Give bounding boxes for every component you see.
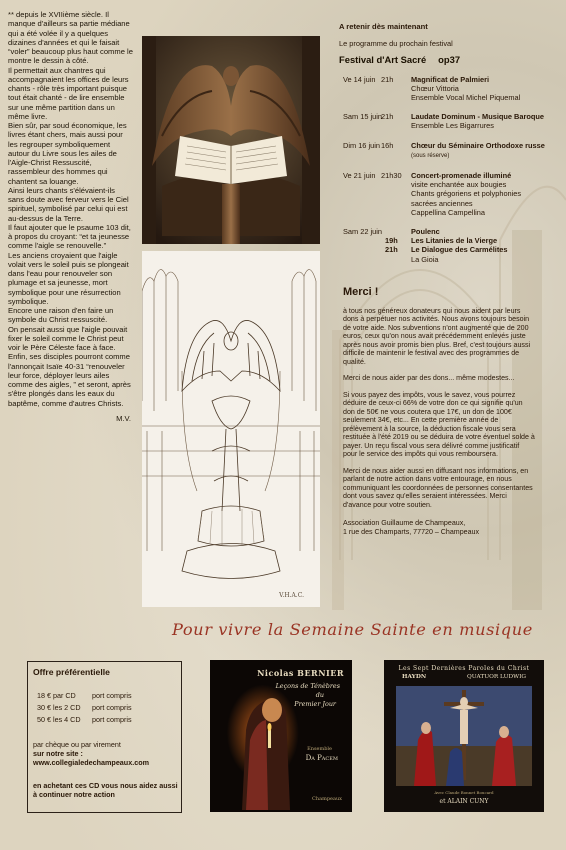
price: 50 € les 4 CD: [37, 715, 81, 724]
merci-paragraph: à tous nos généreux donateurs qui nous aident par leurs dons à perpétuer nos activités. Nous avons toujours besoin de votre aide. Nos subventions n'ont augmenté que de 200 euros, ceux qu'on nous avait précédemment enlevés juste après nous avoir promis bien plus. Bref, c'est toujours aussi difficile de maintenir le festival avec des programmes de qualité.: [343, 306, 531, 366]
event-line: visite enchantée aux bougies: [411, 180, 507, 190]
price-note: port compris: [92, 691, 132, 700]
cd1-work: du: [315, 691, 324, 699]
event-time: 21h: [385, 245, 398, 255]
event-title-text: Chœur du Séminaire Orthodoxe russe: [411, 140, 545, 150]
left-paragraph: Ainsi leurs chants s'élévaient-ils sans doute avec ferveur vers le Ciel spirituel, symbolisé par celui qui est au-dessus de la Terre.: [8, 185, 129, 223]
site-label: sur notre site :: [33, 749, 83, 758]
article-signature: M.V.: [116, 413, 131, 423]
festival-event: [339, 112, 549, 130]
event-date: Dim 16 juin: [343, 140, 380, 150]
festival-event: [339, 227, 549, 264]
cd1-work: Premier Jour: [294, 700, 336, 708]
event-subtitle: Les Litanies de la Vierge: [411, 236, 498, 246]
cd1-ensemble: Da Pacem: [305, 754, 338, 762]
address-line: Association Guillaume de Champeaux,: [343, 519, 466, 527]
lectern-eagle-photo: [142, 36, 320, 244]
left-paragraph: Il permettait aux chantres qui accompagnaient les offices de leurs chants - rôle très important puisque tout était chanté - de lire ensemble sur une même partition dans un même livre.: [8, 65, 129, 121]
event-note: (sous réserve): [411, 152, 450, 159]
event-line: Chœur Vittoria: [411, 83, 459, 93]
event-title: Magnificat de Palmieri: [411, 74, 490, 84]
cd-cover-bernier: [210, 660, 352, 812]
merci-title: Merci !: [343, 286, 379, 298]
event-line: Cappellina Campellina: [411, 207, 485, 217]
cd2-performer: QUATUOR LUDWIG: [467, 674, 526, 680]
event-date: Ve 21 juin: [343, 171, 376, 181]
festival-name: Festival d'Art Sacré: [339, 54, 427, 66]
event-date: Sam 15 juin: [343, 112, 383, 122]
cd1-composer: Nicolas BERNIER: [257, 668, 344, 678]
association-address: [343, 519, 535, 536]
festival-event: [339, 75, 549, 103]
price-note: port compris: [92, 703, 132, 712]
price-row: [37, 715, 181, 727]
merci-section: [339, 288, 535, 544]
event-line: Ensemble Vocal Michel Piquemal: [411, 93, 521, 103]
event-line: La Gioia: [411, 254, 439, 264]
event-time: 19h: [385, 236, 398, 246]
event-time: 21h: [381, 112, 394, 122]
support-message: en achetant ces CD vous nous aidez aussi à continuer notre action: [33, 781, 178, 799]
left-paragraph: Enfin, ses disciples pourront comme l'annonçait Isaïe 40-31 “renouveler leur force, déployer leurs ailes comme des aigles, ” et seront, après s'être plongés dans les eaux du baptême, comme d'autres Christs.: [8, 352, 131, 408]
event-time: 16h: [381, 140, 394, 150]
price: 18 € par CD: [37, 691, 76, 700]
event-title: Laudate Dominum - Musique Baroque: [411, 112, 545, 122]
event-line: Chants grégoriens et polyphonies sacrées anciennes: [411, 189, 522, 208]
website-link[interactable]: www.collegialedechampeaux.com: [33, 758, 149, 767]
cd2-reader-label: Avec Claude Bonnet Boucard: [434, 790, 494, 795]
event-title: Concert-promenade illuminé: [411, 171, 512, 181]
left-article-column: [8, 10, 133, 423]
event-subtitle: Le Dialogue des Carmélites: [411, 245, 508, 255]
festival-event: [339, 141, 549, 161]
holy-week-title: Pour vivre la Semaine Sainte en musique: [172, 620, 533, 639]
left-paragraph: On pensait aussi que l'aigle pouvait fixer le soleil comme le Christ peut voir le Père Céleste face à face.: [8, 324, 128, 352]
cd1-ensemble-label: Ensemble: [307, 746, 332, 752]
cd1-label: Champeaux: [312, 796, 342, 802]
left-paragraph: Encore une raison d'en faire un symbole du Christ ressuscité.: [8, 306, 114, 325]
event-title: [411, 141, 549, 161]
cd-offer-box: [27, 661, 182, 813]
event-date: Ve 14 juin: [343, 74, 376, 84]
offer-heading: Offre préférentielle: [33, 667, 110, 677]
festival-heading: A retenir dès maintenant: [339, 22, 428, 31]
left-paragraph: Les anciens croyaient que l'aigle volait vers le soleil puis se plongeait dans l'eau pour renouveler son plumage et sa jeunesse, mort symbolique pour une résurrection symbolique.: [8, 250, 129, 306]
left-paragraph: ** depuis le XVIIième siècle. Il manque d'ailleurs sa partie médiane qui a été volée il y a quelques dizaines d'années et qui le faisait “voler” beaucoup plus haut comme le montre le dessin à côté.: [8, 10, 133, 66]
price-note: port compris: [92, 715, 132, 724]
festival-subheading: Le programme du prochain festival: [339, 39, 453, 49]
festival-event: [339, 171, 549, 217]
event-date: Sam 22 juin: [343, 227, 383, 237]
cd2-composer: HAYDN: [402, 674, 427, 680]
festival-op: op37: [438, 54, 461, 66]
cd2-reader: et ALAIN CUNY: [439, 798, 489, 805]
cd2-title: Les Sept Dernières Paroles du Christ: [398, 665, 530, 672]
eagle-lectern-sketch: [142, 251, 320, 607]
merci-paragraph: Merci de nous aider par des dons... même modestes...: [343, 374, 515, 382]
festival-programme: [339, 22, 549, 280]
event-time: 21h: [381, 74, 394, 84]
price: 30 € les 2 CD: [37, 703, 81, 712]
left-paragraph: Bien sûr, par soud économique, les livres étant chers, mais aussi pour les regrouper symboliquement autour du Livre sous les ailes de l'Aigle-Christ Ressuscité, rassembleur des hommes qui chantent sa louange.: [8, 121, 127, 186]
sketch-signature: V.H.A.C.: [279, 592, 304, 599]
event-line: Ensemble Les Bigarrures: [411, 121, 494, 131]
price-row: [37, 691, 181, 703]
address-line: 1 rue des Champarts, 77720 – Champeaux: [343, 527, 480, 536]
payment-methods: par chèque ou par virement: [33, 740, 121, 749]
cd1-work: Leçons de Ténèbres: [275, 682, 340, 690]
price-row: [37, 703, 181, 715]
event-time: 21h30: [381, 171, 402, 181]
price-list: [37, 691, 181, 727]
merci-paragraph: Si vous payez des impôts, vous le savez, vous pourrez déduire de ceux-ci 66% de votre don ce qui signifie qu'un don de 50€ ne vous coutera que 17€, un don de 100€ seulement 34€, etc... En cette première année de prélèvement à la source, la déduction fiscale vous sera restituée à l'été 2019 ou se déduira de votre éventuel solde à payer. Un reçu fiscal vous sera délivré comme justificatif pour le service des impôts qui vous remboursera.: [343, 390, 535, 458]
left-paragraph: Il faut ajouter que le psaume 103 dit, à propos du croyant: “et ta jeunesse comme l'aigle se renouvelle.”: [8, 222, 131, 251]
event-title: Poulenc: [411, 227, 440, 237]
festival-title: [339, 55, 549, 64]
merci-paragraph: Merci de nous aider aussi en diffusant nos informations, en parlant de notre action dans votre entourage, en nous communiquant les coordonnées de personnes consentantes dont vous savez qu'elles seraient intéressées. Merci d'avance pour votre soutien.: [343, 466, 533, 509]
cd-cover-haydn: [384, 660, 544, 812]
